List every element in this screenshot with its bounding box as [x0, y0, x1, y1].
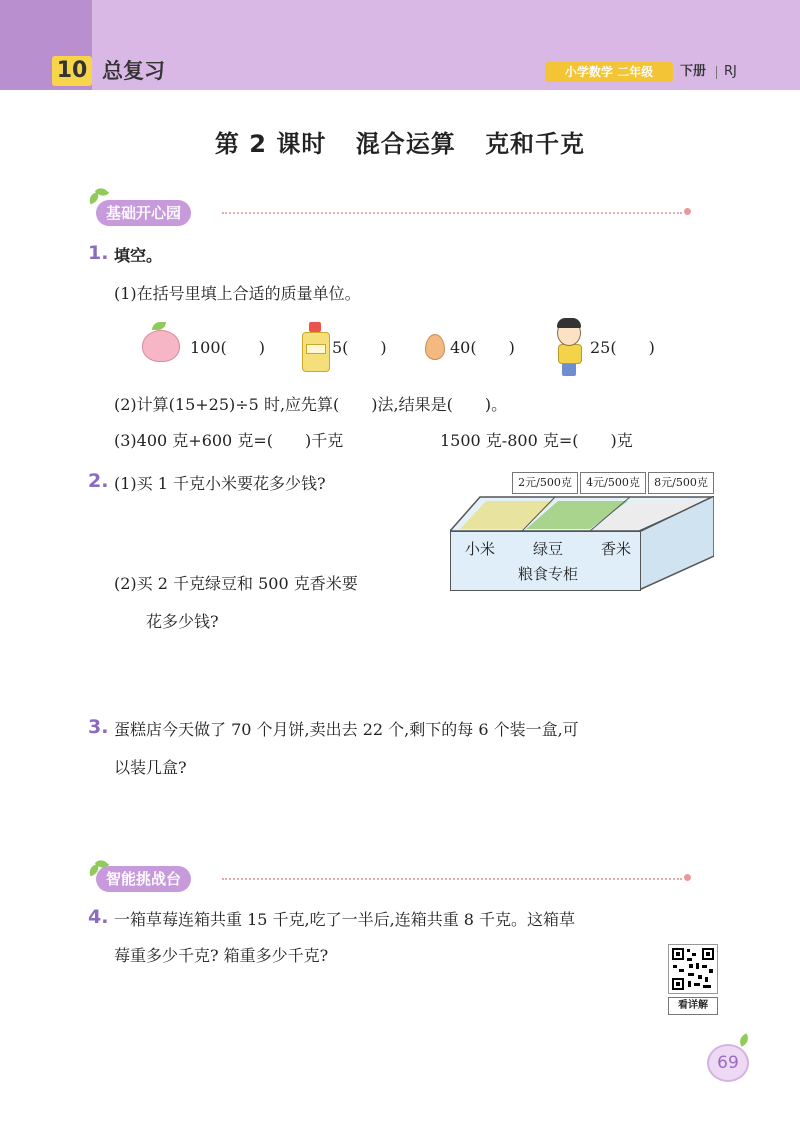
grain-label: 香米: [601, 540, 632, 558]
q1-sub1: (1)在括号里填上合适的质量单位。: [114, 284, 361, 303]
counter-side-panel: [639, 496, 714, 590]
qr-code-icon[interactable]: [668, 944, 718, 994]
question-number: 2.: [88, 470, 109, 492]
divider-end-dot: [684, 874, 691, 881]
section-label-challenge: 智能挑战台: [96, 866, 191, 892]
q4-line2: 莓重多少千克? 箱重多少千克?: [114, 946, 329, 965]
chapter-number: 10: [52, 56, 92, 86]
boy-hair-icon: [557, 318, 581, 328]
lesson-topic-1: 混合运算: [355, 130, 456, 158]
volume-label: 下册: [680, 64, 707, 79]
price-tag: 4元/500克: [580, 472, 646, 494]
q1-sub2: (2)计算(15+25)÷5 时,应先算( )法,结果是( )。: [114, 395, 508, 414]
question-number: 1.: [88, 242, 109, 264]
price-tag: 8元/500克: [648, 472, 714, 494]
q4-line1: 一箱草莓连箱共重 15 千克,吃了一半后,连箱共重 8 千克。这箱草: [114, 910, 576, 929]
q2-sub1: (1)买 1 千克小米要花多少钱?: [114, 474, 326, 493]
grain-label: 绿豆: [533, 540, 564, 558]
leaf-icon: [152, 322, 166, 330]
q1-item-bottle: 5( ): [332, 338, 387, 357]
page-number: 69: [707, 1044, 749, 1082]
lesson-number: 第 2 课时: [214, 130, 327, 158]
question-number: 4.: [88, 906, 109, 928]
price-tag: 2元/500克: [512, 472, 578, 494]
q3-line2: 以装几盒?: [114, 758, 187, 777]
q1-item-boy: 25( ): [590, 338, 655, 357]
q3-line1: 蛋糕店今天做了 70 个月饼,卖出去 22 个,剩下的每 6 个装一盒,可: [114, 720, 579, 739]
qr-label: 看详解: [668, 997, 718, 1015]
divider-end-dot: [684, 208, 691, 215]
q1-item-peach: 100( ): [190, 338, 266, 357]
leaf-icon: [737, 1033, 751, 1047]
counter-name: 粮食专柜: [518, 565, 579, 583]
q2-sub2-line2: 花多少钱?: [146, 612, 219, 631]
bottle-label-icon: [306, 344, 326, 354]
peach-icon: [142, 330, 180, 362]
lesson-title: [0, 124, 800, 159]
section-divider: [222, 212, 682, 214]
section-divider: [222, 878, 682, 880]
q1-sub3a: (3)400 克+600 克=( )千克: [114, 431, 344, 450]
boy-body-icon: [558, 344, 582, 364]
grade-badge: 小学数学 二年级: [545, 62, 673, 82]
header-divider: [716, 66, 717, 79]
question-title: 填空。: [114, 246, 163, 265]
egg-icon: [425, 334, 445, 360]
chapter-title: 总复习: [102, 59, 165, 83]
q1-item-egg: 40( ): [450, 338, 515, 357]
bottle-cap-icon: [309, 322, 321, 332]
section-label-basic: 基础开心园: [96, 200, 191, 226]
grain-label: 小米: [465, 540, 496, 558]
lesson-topic-2: 克和千克: [485, 130, 586, 158]
q2-sub2-line1: (2)买 2 千克绿豆和 500 克香米要: [114, 574, 358, 593]
q1-sub3b: 1500 克-800 克=( )克: [440, 431, 633, 450]
edition-label: RJ: [724, 64, 737, 79]
question-number: 3.: [88, 716, 109, 738]
boy-legs-icon: [562, 362, 576, 376]
